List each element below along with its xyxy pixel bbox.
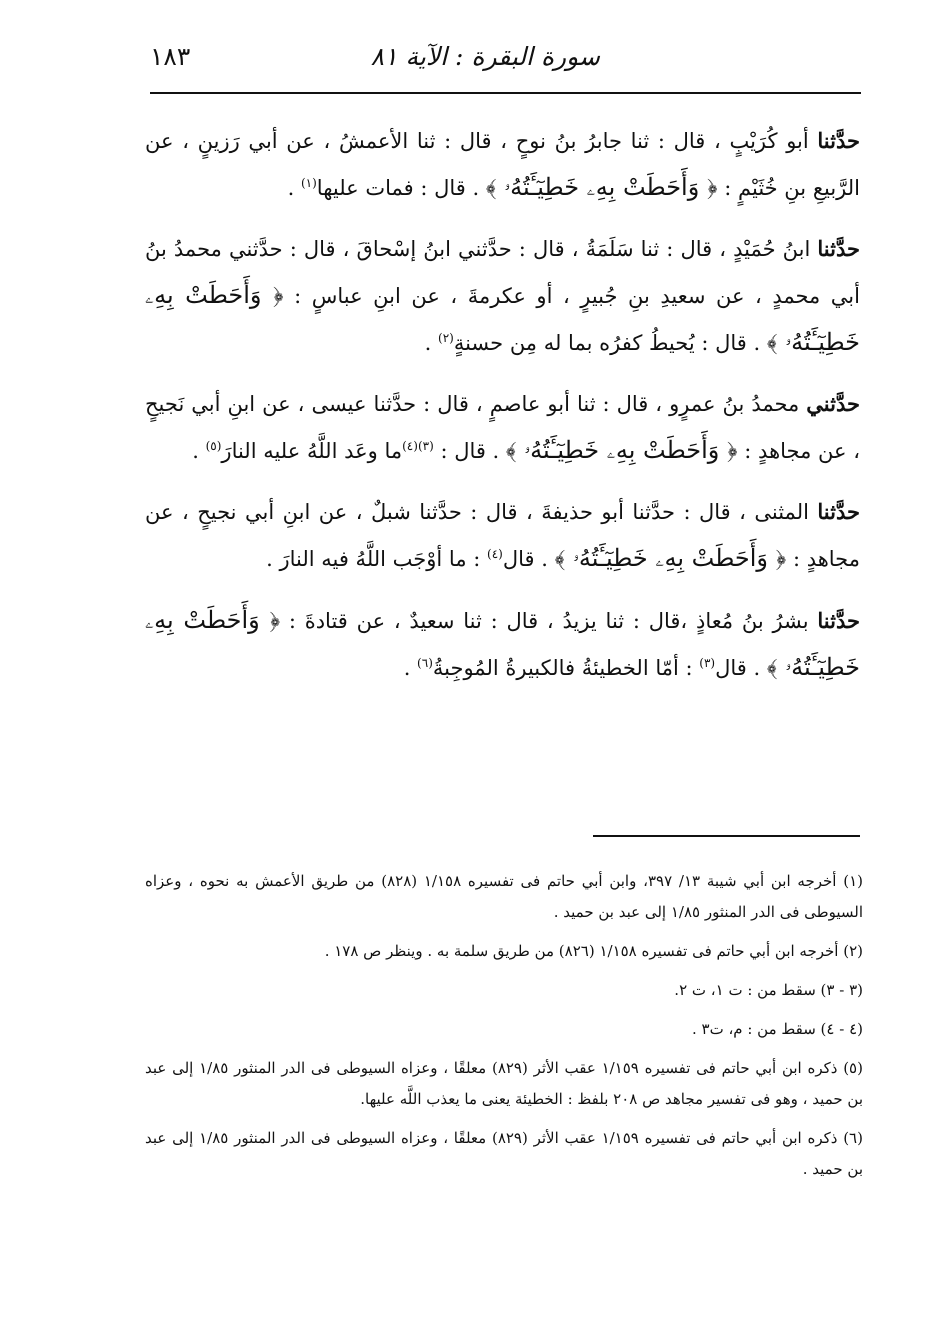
footnote-ref: (٥) xyxy=(205,439,222,453)
footnote-separator xyxy=(593,835,860,837)
footnote-ref: (٣) xyxy=(417,439,434,453)
paragraph-text: . قال : يُحيطُ كفرُه بما له مِن حسنةٍ xyxy=(453,331,767,355)
paragraph-text: ما وعَد اللَّهُ عليه النارَ xyxy=(221,439,403,463)
footnote: (٢) أخرجه ابن أبي حاتم فى تفسيره ١/١٥٨ (٨٢٦) من طريق سلمة به . وينظر ص ١٧٨ . xyxy=(324,942,863,960)
paragraph-1 xyxy=(145,118,860,211)
footnote-ref: (٤) xyxy=(402,439,418,453)
footnote: (١) أخرجه ابن أبي شيبة ١٣/ ٣٩٧، وابن أبي حاتم فى تفسيره ١/١٥٨ (٨٢٨) من طريق الأعمش به نحوه ، وعزاه السيوطى فى الدر المنثور ١/٨٥ إلى عبد بن حميد . xyxy=(145,872,863,921)
footnote-ref: (٣) xyxy=(699,656,716,670)
header-rule xyxy=(150,92,861,94)
paragraph-text: . قال xyxy=(502,547,555,571)
paragraph-text: المثنى ، قال : حدَّثنا أبو حذيفةَ ، قال : حدَّثنا شبلٌ ، عن ابنِ أبي نجيحٍ ، عن مجاهدٍ : xyxy=(145,500,860,571)
quran-verse: ﴿ وَأَحَطَتْ بِهِۦ خَطِيٓـَٔتُهُۥ ﴾ xyxy=(145,281,860,356)
page-number: ١٨٣ xyxy=(150,42,191,71)
paragraph-text: . قال : xyxy=(433,439,506,463)
paragraph-text: بشرُ بنُ مُعاذٍ ،قال : ثنا يزيدُ ، قال : ثنا سعيدٌ ، عن قتادةَ : xyxy=(280,609,818,633)
footnote: (٥) ذكره ابن أبي حاتم فى تفسيره ١/١٥٩ عقب الأثر (٨٢٩) معلقًا ، وعزاه السيوطى فى الدر المنثور ١/٨٥ إلى عبد بن حميد ، وهو فى تفسير مجاهد ص ٢٠٨ بلفظ : الخطيئة يعنى ما يعذب اللَّه عليها. xyxy=(145,1059,863,1108)
paragraph-4 xyxy=(145,489,860,582)
paragraph-text: : ما أوْجَب اللَّهُ فيه النارَ . xyxy=(266,547,487,571)
quran-verse: ﴿ وَأَحَطَتْ بِهِۦ خَطِيٓـَٔتُهُۥ ﴾ xyxy=(145,606,860,681)
isnad-lead: حدَّثنا xyxy=(817,128,860,153)
paragraph-text: . قال xyxy=(715,656,767,680)
footnote: (٤ - ٤) سقط من : م، ت٣ . xyxy=(691,1020,863,1038)
isnad-lead: حدَّثني xyxy=(806,391,860,416)
footnote: (٣ - ٣) سقط من : ت ١، ت ٢. xyxy=(674,981,863,999)
isnad-lead: حدَّثنا xyxy=(817,499,860,524)
paragraph-5 xyxy=(145,597,860,691)
quran-verse: ﴿ وَأَحَطَتْ بِهِۦ خَطِيٓـَٔتُهُۥ ﴾ xyxy=(505,436,738,464)
quran-verse: ﴿ وَأَحَطَتْ بِهِۦ خَطِيٓـَٔتُهُۥ ﴾ xyxy=(485,173,718,201)
paragraph-text: . قال : فمات عليها xyxy=(316,176,486,200)
footnote: (٦) ذكره ابن أبي حاتم فى تفسيره ١/١٥٩ عقب الأثر (٨٢٩) معلقًا ، وعزاه السيوطى فى الدر المنثور ١/٨٥ إلى عبد بن حميد . xyxy=(145,1129,863,1178)
page-header xyxy=(150,40,860,86)
footnote-ref: (٤) xyxy=(487,547,503,561)
main-text xyxy=(145,118,860,706)
paragraph-text: : أمّا الخطيئةُ فالكبيرةُ المُوجِبةُ xyxy=(432,656,700,680)
footnote-ref: (١) xyxy=(300,176,317,190)
paragraph-3 xyxy=(145,381,860,474)
paragraph-text: . xyxy=(192,439,206,463)
paragraph-2 xyxy=(145,226,860,366)
quran-verse: ﴿ وَأَحَطَتْ بِهِۦ خَطِيٓـَٔتُهُۥ ﴾ xyxy=(554,544,787,572)
paragraph-text: محمدُ بنُ عمرٍو ، قال : ثنا أبو عاصمٍ ، قال : حدَّثنا عيسى ، عن ابنِ أبي نَجيحٍ ، عن مجاهدٍ : xyxy=(145,392,860,463)
footnote-ref: (٦) xyxy=(417,656,433,670)
paragraph-text: . xyxy=(287,176,301,200)
isnad-lead: حدَّثنا xyxy=(817,608,860,633)
paragraph-text: أبو كُرَيْبٍ ، قال : ثنا جابرُ بنُ نوحٍ ، قال : ثنا الأعمشُ ، عن أبي رَزينٍ ، عن الرَّبيعِ بنِ خُثَيْمٍ : xyxy=(145,129,860,200)
paragraph-text: ابنُ حُمَيْدٍ ، قال : ثنا سَلَمَةُ ، قال : حدَّثني ابنُ إسْحاقَ ، قال : حدَّثني محمدُ بنُ أبي محمدٍ ، عن سعيدِ بنِ جُبيرٍ ، أو عكرمةَ ، عن ابنِ عباسٍ : xyxy=(145,237,860,308)
footnotes xyxy=(145,866,863,1193)
paragraph-text: . xyxy=(424,331,438,355)
running-title: سورة البقرة : الآية ٨١ xyxy=(370,42,600,71)
paragraph-text: . xyxy=(403,656,418,680)
footnote-ref: (٢) xyxy=(438,331,454,345)
isnad-lead: حدَّثنا xyxy=(817,236,860,261)
